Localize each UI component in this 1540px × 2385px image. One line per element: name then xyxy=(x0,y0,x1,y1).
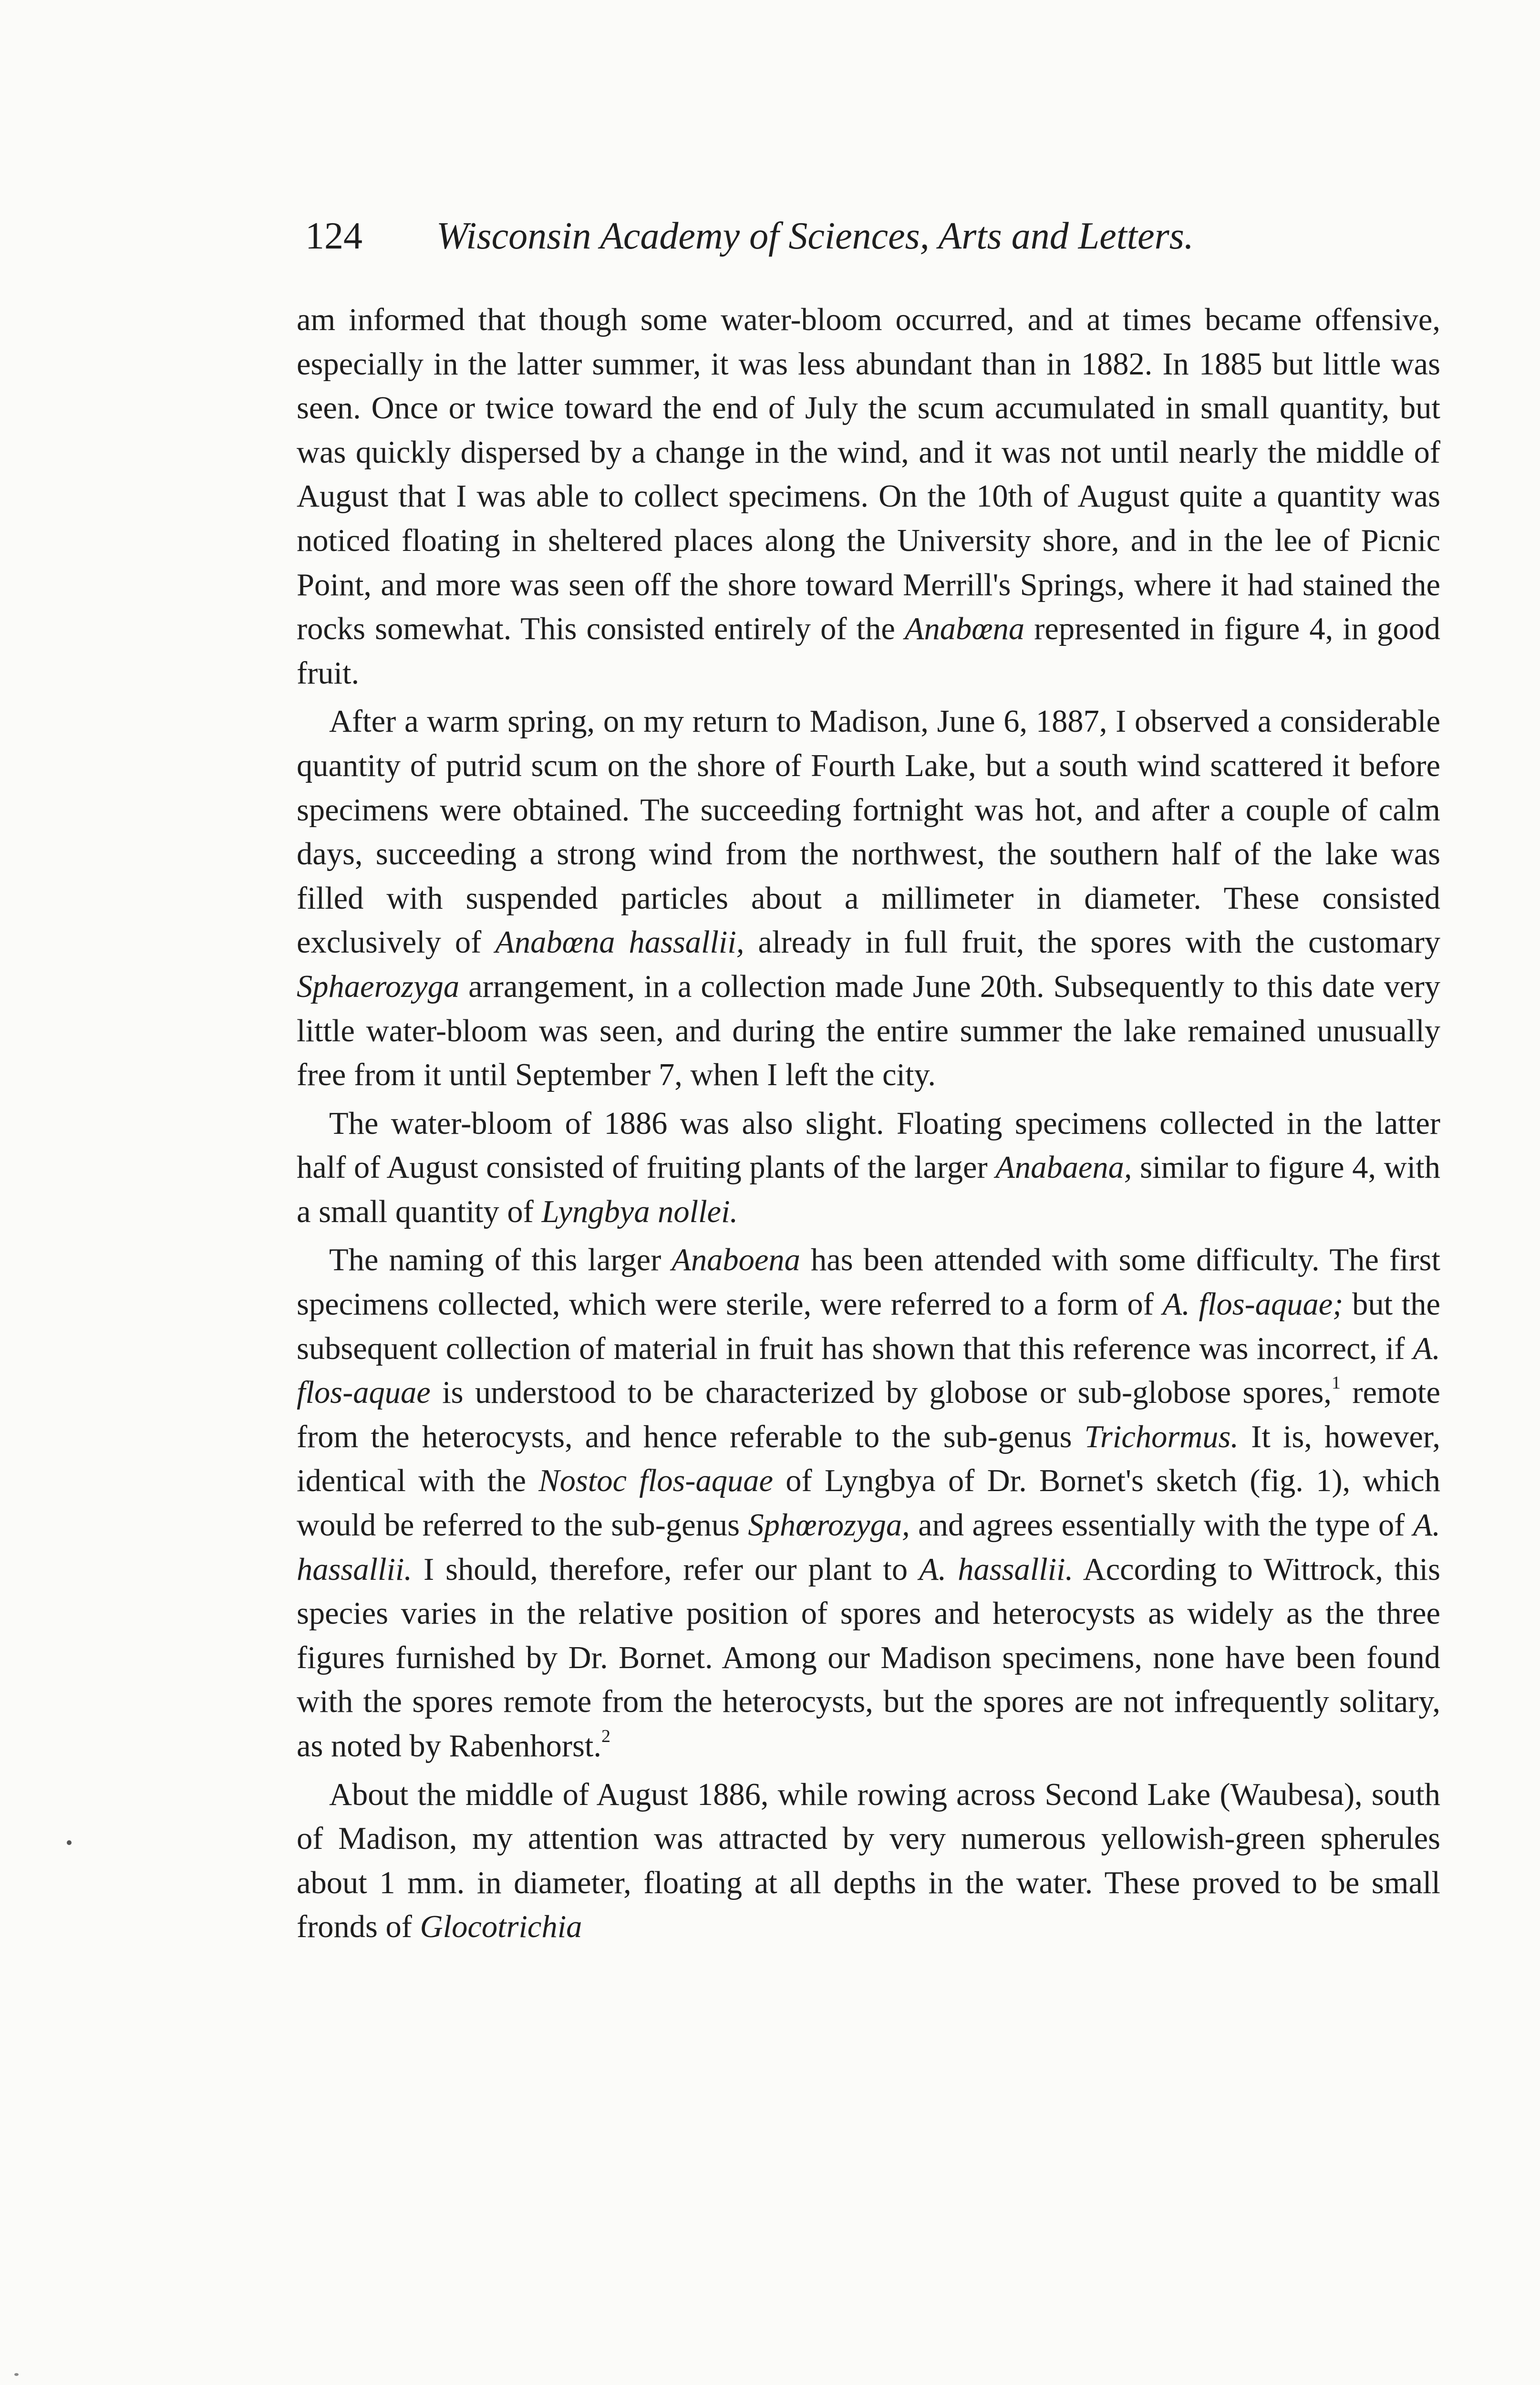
page-number: 124 xyxy=(305,215,362,257)
text-run: About the middle of August 1886, while rowing across Second Lake (Waubesa), south of Madison, my attention was attracted by very numerous yellowish-green spherules about 1 mm. in diameter, floating at all depths in the water. These proved to be small fronds of xyxy=(297,1777,1440,1945)
text-run: The water-bloom of 1886 was also slight. Floating specimens collected in the latter half of August consisted of fruiting plants of the larger xyxy=(297,1106,1440,1185)
italic-run: Glocotrichia xyxy=(420,1909,582,1945)
paragraph xyxy=(297,700,1440,1097)
paragraph xyxy=(297,1238,1440,1768)
text-run: According to Wittrock, this species varies in the relative position of spores and heterocysts as widely as the three figures furnished by Dr. Bornet. Among our Madison specimens, none have been found with the spores remote from the heterocysts, but the spores are not infrequently solitary, as noted by Rabenhorst. xyxy=(297,1552,1440,1763)
italic-run: Sphœrozyga, xyxy=(748,1508,910,1543)
text-run: and agrees essentially with the type of xyxy=(918,1508,1405,1543)
text-run: is understood to be characterized by globose or sub-globose spores, xyxy=(442,1375,1332,1410)
text-run: of Lyngbya of Dr. Bornet's sketch (fig. 1), which would be referred to the sub-genus xyxy=(297,1463,1441,1543)
text-run: has been attended with some difficulty. The first specimens collected, which were sterile, were referred to a form of xyxy=(297,1243,1441,1322)
paragraph xyxy=(297,1102,1440,1234)
text-run: The naming of this larger xyxy=(329,1243,661,1278)
page-blemish xyxy=(67,1840,72,1845)
body-text xyxy=(297,298,1440,1949)
italic-run: Nostoc flos-aquae xyxy=(538,1463,773,1499)
italic-run: A. hassallii. xyxy=(297,1508,1441,1587)
italic-run: Anabaena, xyxy=(995,1150,1132,1185)
text-run: arrangement, in a collection made June 20th. Subsequently to this date very little water-bloom was seen, and during the entire summer the lake remained unusually free from it until September 7, when I left the city. xyxy=(297,969,1440,1093)
italic-run: Lyngbya nollei. xyxy=(541,1194,738,1229)
text-run: After a warm spring, on my return to Madison, June 6, 1887, I observed a considerable quantity of putrid scum on the shore of Fourth Lake, but a south wind scattered it before specimens were obtained. The succeeding fortnight was hot, and after a couple of calm days, succeeding a strong wind from the northwest, the southern half of the lake was filled with suspended particles about a millimeter in diameter. These consisted exclusively of xyxy=(297,704,1440,960)
italic-run: A. flos-aquae; xyxy=(1162,1287,1344,1322)
italic-run: Trichormus. xyxy=(1084,1419,1239,1454)
running-header xyxy=(305,210,1335,262)
italic-run: A. hassallii. xyxy=(919,1552,1074,1587)
text-run: already in full fruit, the spores with the customary xyxy=(758,925,1440,960)
italic-run: Anabœna xyxy=(904,612,1025,647)
italic-run: Anaboena xyxy=(672,1243,800,1278)
paragraph xyxy=(297,1773,1440,1949)
text-run: It is, however, identical with the xyxy=(297,1419,1441,1499)
text-run: I should, therefore, refer our plant to xyxy=(423,1552,908,1587)
paragraph xyxy=(297,298,1440,695)
text-run: remote from the heterocysts, and hence referable to the sub-genus xyxy=(297,1375,1441,1454)
italic-run: A. flos-aquae xyxy=(297,1331,1440,1410)
italic-run: Anabœna hassallii, xyxy=(495,925,744,960)
text-run: am informed that though some water-bloom occurred, and at times became offensive, especially in the latter summer, it was less abundant than in 1882. In 1885 but little was seen. Once or twice toward the end of July the scum accumulated in small quantity, but was quickly dispersed by a change in the wind, and it was not until nearly the middle of August that I was able to collect specimens. On the 10th of August quite a quantity was noticed floating in sheltered places along the University shore, and in the lee of Picnic Point, and more was seen off the shore toward Merrill's Springs, where it had stained the rocks somewhat. This consisted entirely of the xyxy=(297,302,1440,647)
text-run: represented in figure 4, in good fruit. xyxy=(297,612,1441,691)
italic-run: Sphaerozyga xyxy=(297,969,460,1004)
running-title: Wisconsin Academy of Sciences, Arts and Letters. xyxy=(436,215,1194,257)
footnote-reference: 1 xyxy=(1332,1373,1341,1393)
footnote-reference: 2 xyxy=(601,1726,611,1746)
text-run: but the subsequent collection of material in fruit has shown that this reference was incorrect, if xyxy=(297,1287,1441,1366)
text-run: similar to figure 4, with a small quantity of xyxy=(297,1150,1441,1229)
page-blemish xyxy=(14,2373,19,2376)
